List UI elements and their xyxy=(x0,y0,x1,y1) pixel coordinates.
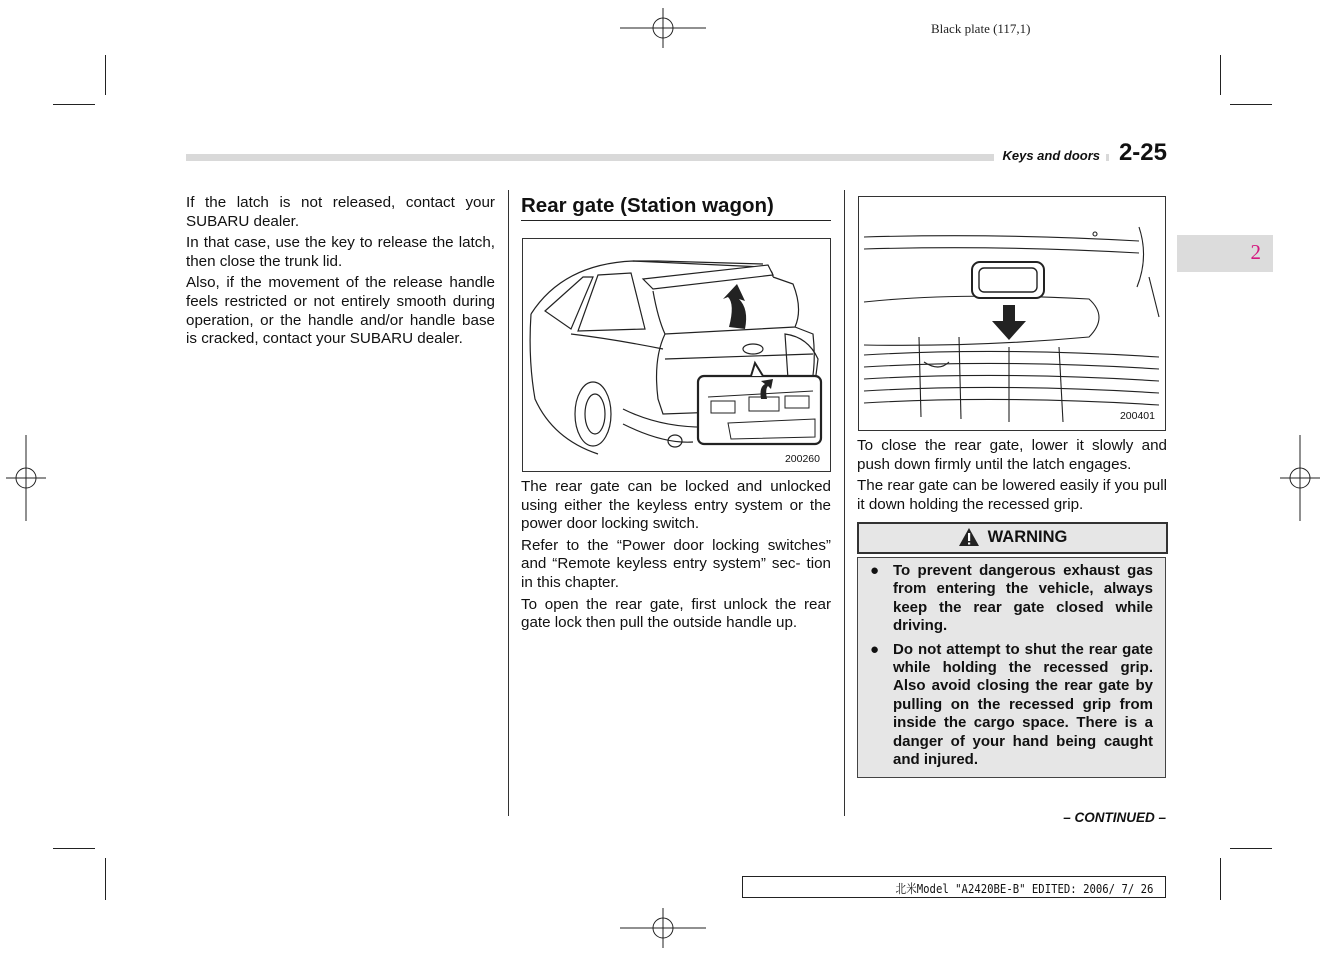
warning-item xyxy=(868,641,1153,770)
section-name: Keys and doors xyxy=(994,148,1106,163)
registration-mark-right xyxy=(1280,435,1320,521)
paragraph: If the latch is not released, contact your SUBARU dealer. xyxy=(186,194,495,230)
warning-label: WARNING xyxy=(987,527,1068,546)
section-title: Rear gate (Station wagon) xyxy=(521,194,831,221)
crop-mark xyxy=(1220,858,1221,900)
plate-label: Black plate (117,1) xyxy=(931,21,1031,36)
crop-mark xyxy=(105,55,106,95)
crop-mark xyxy=(105,858,106,900)
warning-box xyxy=(857,557,1166,778)
column-3-text xyxy=(857,437,1167,517)
paragraph: In that case, use the key to release the latch, then close the trunk lid. xyxy=(186,234,495,270)
chapter-tab xyxy=(1177,235,1273,272)
paragraph: The rear gate can be lowered easily if you pull it down holding the recessed grip. xyxy=(857,477,1167,513)
footer-edit-box xyxy=(742,876,1166,898)
warning-list xyxy=(868,562,1153,769)
crop-mark xyxy=(1230,848,1272,849)
car-rear-illustration xyxy=(523,239,830,471)
registration-mark-left xyxy=(6,435,46,521)
chapter-tab-number: 2 xyxy=(1250,240,1261,264)
warning-item-text: To prevent dangerous exhaust gas from entering the vehicle, always keep the rear gate closed while driving. xyxy=(893,562,1153,635)
paragraph: To close the rear gate, lower it slowly and push down firmly until the latch engages. xyxy=(857,437,1167,473)
column-rule-right xyxy=(844,190,845,816)
gate-interior-illustration xyxy=(859,197,1165,430)
paragraph: To open the rear gate, first unlock the rear gate lock then pull the outside handle up. xyxy=(521,595,831,632)
footer-edit-text: 北米Model "A2420BE-B" EDITED: 2006/ 7/ 26 xyxy=(895,881,1153,896)
warning-item xyxy=(868,562,1153,636)
column-1 xyxy=(186,194,495,352)
crop-mark xyxy=(53,104,95,105)
page-number: 2-25 xyxy=(1109,139,1167,167)
figure-rear-gate-open xyxy=(522,238,831,472)
figure-id: 200260 xyxy=(784,453,820,465)
figure-recessed-grip xyxy=(858,196,1166,431)
crop-mark xyxy=(1230,104,1272,105)
crop-mark xyxy=(1220,55,1221,95)
paragraph: Also, if the movement of the release handle feels restricted or not entirely smooth during operation, or the handle and/or handle base is cracked, contact your SUBARU dealer. xyxy=(186,274,495,348)
warning-header xyxy=(857,522,1168,554)
registration-mark-top xyxy=(620,8,706,48)
paragraph: Refer to the “Power door locking switches” and “Remote keyless entry system” sec- tion in this chapter. xyxy=(521,536,831,591)
bullet-icon: ● xyxy=(870,640,880,658)
figure-id: 200401 xyxy=(1119,410,1155,422)
bullet-icon: ● xyxy=(870,562,880,579)
registration-mark-bottom xyxy=(620,908,706,948)
column-2-text xyxy=(521,478,831,636)
warning-triangle-icon xyxy=(958,527,980,547)
column-rule-left xyxy=(508,190,509,816)
paragraph: The rear gate can be locked and unlocked using either the keyless entry system or the power door locking switch. xyxy=(521,478,831,533)
continued-label: – CONTINUED – xyxy=(1063,810,1166,825)
warning-item-text: Do not attempt to shut the rear gate while holding the recessed grip. Also avoid closing the rear gate by pulling on the recessed grip from inside the cargo space. There is a danger of your hand being caught and injured. xyxy=(893,640,1153,769)
crop-mark xyxy=(53,848,95,849)
